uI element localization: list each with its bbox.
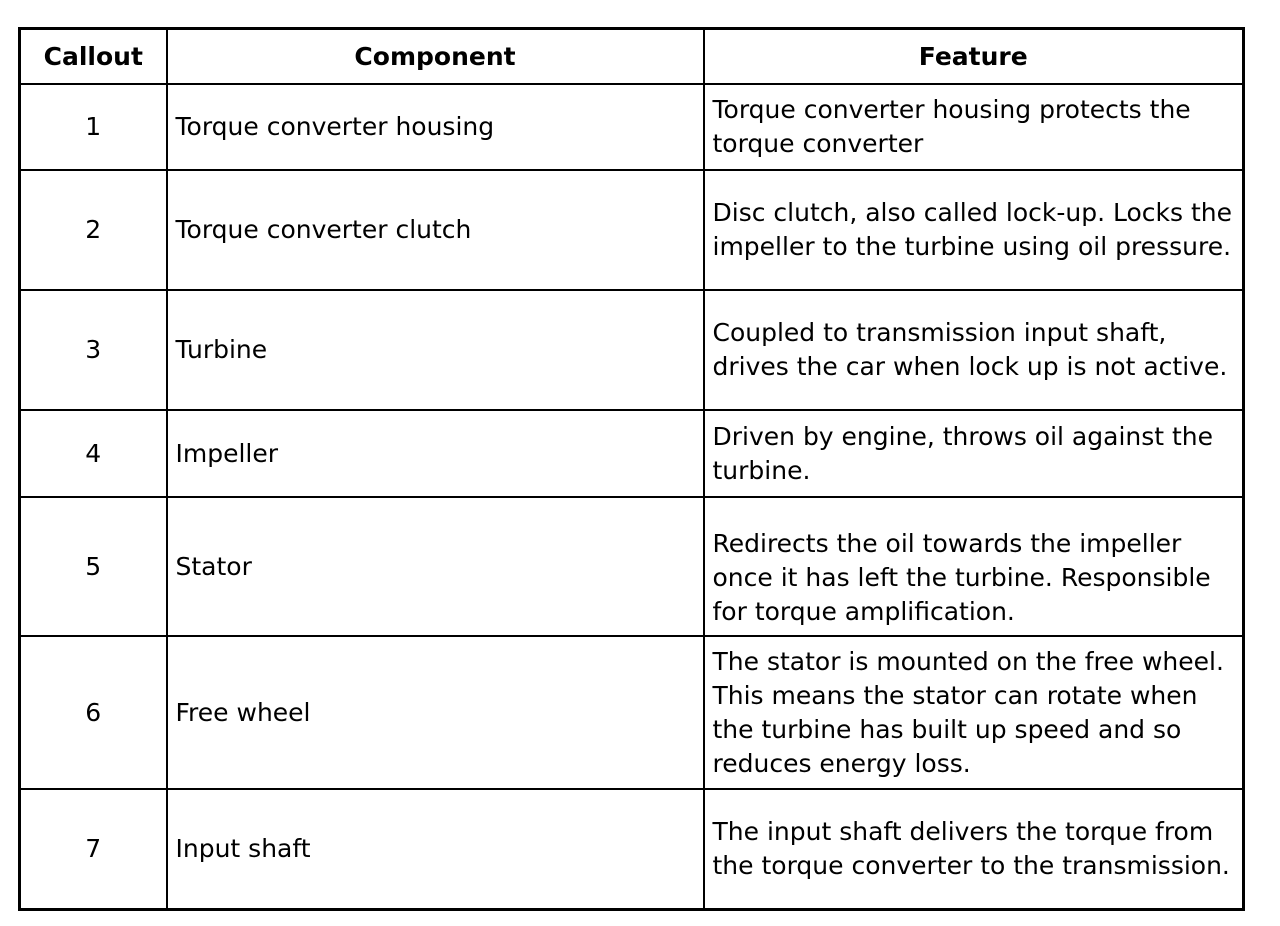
callout-cell: 7: [20, 789, 167, 909]
callout-cell: 5: [20, 497, 167, 636]
table-row: [20, 636, 1244, 789]
table-row: [20, 410, 1244, 497]
component-cell: Stator: [167, 497, 704, 636]
feature-cell: The stator is mounted on the free wheel. This means the stator can rotate when the turbine has built up speed and so reduces energy loss.: [704, 636, 1244, 789]
feature-cell: The input shaft delivers the torque from the torque converter to the transmission.: [704, 789, 1244, 909]
component-cell: Torque converter housing: [167, 84, 704, 170]
callout-cell: 2: [20, 170, 167, 290]
table-row: [20, 497, 1244, 636]
component-cell: Turbine: [167, 290, 704, 410]
feature-cell: Redirects the oil towards the impeller once it has left the turbine. Responsible for torque amplification.: [704, 497, 1244, 636]
component-cell: Torque converter clutch: [167, 170, 704, 290]
table-row: [20, 170, 1244, 290]
component-cell: Input shaft: [167, 789, 704, 909]
feature-cell: Torque converter housing protects the torque converter: [704, 84, 1244, 170]
table-header-row: [20, 29, 1244, 85]
feature-cell: Disc clutch, also called lock-up. Locks the impeller to the turbine using oil pressure.: [704, 170, 1244, 290]
header-feature: Feature: [704, 29, 1244, 85]
header-component: Component: [167, 29, 704, 85]
table-row: [20, 84, 1244, 170]
header-callout: Callout: [20, 29, 167, 85]
table-row: [20, 789, 1244, 909]
component-cell: Impeller: [167, 410, 704, 497]
component-cell: Free wheel: [167, 636, 704, 789]
callout-cell: 6: [20, 636, 167, 789]
callout-cell: 1: [20, 84, 167, 170]
table-row: [20, 290, 1244, 410]
component-table: [18, 27, 1245, 911]
feature-cell: Coupled to transmission input shaft, drives the car when lock up is not active.: [704, 290, 1244, 410]
callout-cell: 3: [20, 290, 167, 410]
feature-cell: Driven by engine, throws oil against the turbine.: [704, 410, 1244, 497]
callout-cell: 4: [20, 410, 167, 497]
